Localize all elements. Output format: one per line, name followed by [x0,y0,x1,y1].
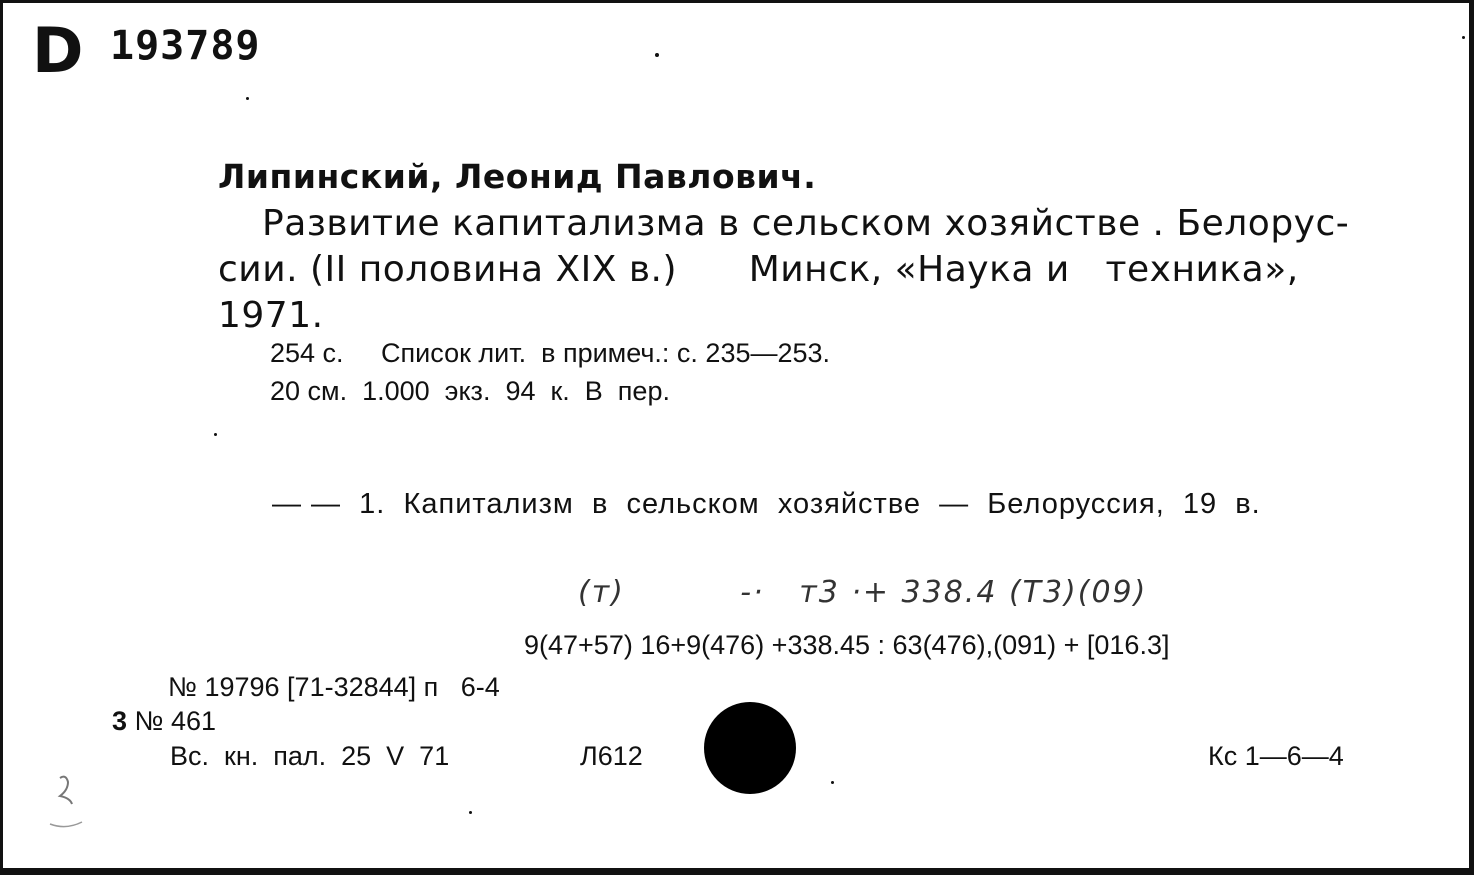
card-border-left [0,0,3,875]
card-border-bottom [0,868,1474,875]
title-line-2: сии. (II половина XIX в.) Минск, «Наука и техника», [218,249,1299,290]
ink-speck [1462,36,1465,39]
card-id-letter: D [32,14,84,87]
physical-description-line-2: 20 см. 1.000 экз. 94 к. В пер. [270,376,670,406]
punch-hole [704,702,796,794]
author-heading: Липинский, Леонид Павлович. [218,157,817,196]
ink-speck [214,433,217,436]
title-line-3: 1971. [218,295,324,336]
card-border-top [0,0,1474,3]
order-number [112,708,216,735]
card-border-right [1469,0,1474,875]
ink-speck [655,53,659,57]
classification-index: 9(47+57) 16+9(476) +338.45 : 63(476),(091) + [016.3] [524,630,1170,660]
ink-speck [246,97,249,100]
kc-code: Кс 1—6—4 [1208,741,1344,771]
card-id-number: 193789 [110,23,261,69]
ink-speck [831,781,834,784]
title-line-1: Развитие капитализма в сельском хозяйстве . Белорус- [262,203,1350,244]
book-chamber-line: Вс. кн. пал. 25 V 71 [170,741,450,771]
order-number-value: № 461 [127,706,217,736]
registration-number: № 19796 [71-32844] п 6-4 [168,672,500,702]
margin-pencil-mark [46,772,86,832]
card-code: Л612 [580,741,643,771]
physical-description-line-1: 254 с. Список лит. в примеч.: с. 235—253. [270,338,831,368]
subject-heading: — — 1. Капитализм в сельском хозяйстве — Белоруссия, 19 в. [272,488,1261,520]
ink-speck [469,811,472,814]
order-prefix: 3 [112,706,128,736]
handwritten-note: (т) -· т3 ·+ 338.4 (Т3)(09) [578,575,1148,610]
